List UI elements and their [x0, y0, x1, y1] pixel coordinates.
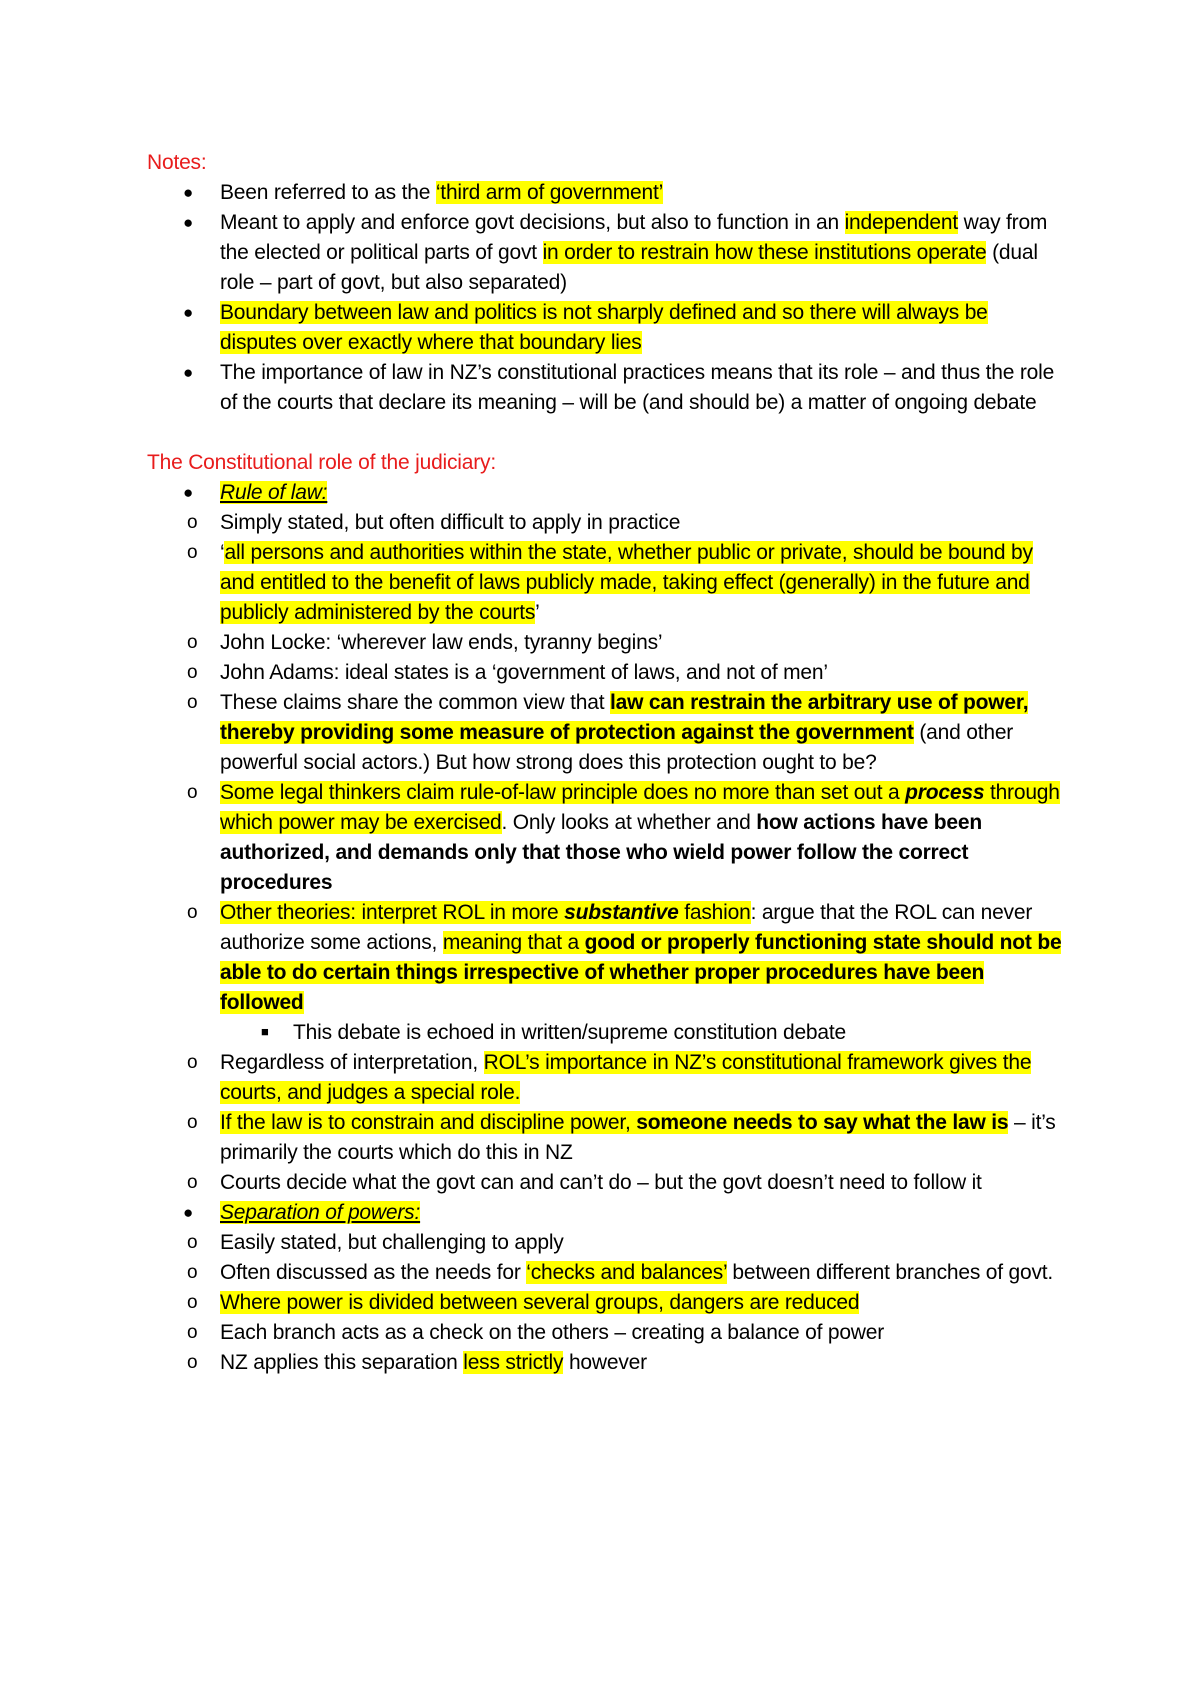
- bullet-circle-icon: o: [187, 1352, 198, 1373]
- highlighted-text: Where power is divided between several groups, dangers are reduced: [220, 1291, 860, 1314]
- highlighted-text: ‘third arm of government’: [435, 181, 664, 204]
- text-run: Courts decide what the govt can and can’t do – but the govt doesn’t need to follow it: [220, 1171, 982, 1194]
- highlighted-text: in order to restrain how these institutions operate: [542, 241, 987, 264]
- list-item: [187, 508, 1067, 538]
- notes-list: [147, 178, 1067, 418]
- list-item: [187, 898, 1067, 1048]
- list-item: [147, 298, 1067, 358]
- bullet-dot-icon: ●: [183, 213, 194, 232]
- bullet-dot-icon: ●: [183, 483, 194, 502]
- text-run: John Locke: ‘wherever law ends, tyranny begins’: [220, 631, 663, 654]
- list-item: [187, 688, 1067, 778]
- rule-of-law-list: [187, 508, 1067, 1198]
- bullet-circle-icon: o: [187, 542, 198, 563]
- highlighted-text: through which power may be exercised: [220, 781, 1060, 834]
- bullet-circle-icon: o: [187, 902, 198, 923]
- list-item: [147, 208, 1067, 298]
- highlighted-text: all persons and authorities within the state, whether public or private, should be bound by and entitled to the benefit of laws publicly made, taking effect (generally) in the future and publicly administered by the courts: [220, 541, 1033, 624]
- highlighted-bold-text: good or properly functioning state should not be able to do certain things irrespective of whether proper procedures have been followed: [220, 931, 1062, 1014]
- text-run: Simply stated, but often difficult to apply in practice: [220, 511, 681, 534]
- highlighted-text: If the law is to constrain and discipline power,: [220, 1111, 637, 1134]
- list-item: [187, 1258, 1067, 1288]
- bullet-circle-icon: o: [187, 1262, 198, 1283]
- text-run: Easily stated, but challenging to apply: [220, 1231, 564, 1254]
- list-item: [187, 1168, 1067, 1198]
- separation-list: [187, 1228, 1067, 1378]
- list-item: [147, 1198, 1067, 1378]
- text-run: Each branch acts as a check on the others – creating a balance of power: [220, 1321, 885, 1344]
- text-run: . Only looks at whether and: [501, 811, 757, 834]
- text-run: The importance of law in NZ’s constitutional practices means that its role – and thus the role of the courts that declare its meaning – will be (and should be) a matter of ongoing debate: [220, 361, 1055, 414]
- sub-list: [220, 1018, 1067, 1048]
- bullet-circle-icon: o: [187, 1292, 198, 1313]
- text-run: – it’s primarily the courts which do this in NZ: [220, 1111, 1056, 1164]
- text-run: (and other powerful social actors.) But how strong does this protection ought to be?: [220, 721, 1014, 774]
- text-run: Regardless of interpretation,: [220, 1051, 484, 1074]
- highlighted-text: ROL’s importance in NZ’s constitutional framework gives the courts, and judges a special role.: [220, 1051, 1032, 1104]
- list-item: [261, 1018, 1067, 1048]
- highlighted-bold-text: law can restrain the arbitrary use of power, thereby providing some measure of protection against the government: [220, 691, 1029, 744]
- highlighted-text: independent: [844, 211, 958, 234]
- list-item: [147, 478, 1067, 1198]
- role-list: [147, 478, 1067, 1378]
- list-item: [187, 538, 1067, 628]
- notes-heading: Notes:: [147, 151, 207, 174]
- role-heading: The Constitutional role of the judiciary:: [147, 451, 496, 474]
- bullet-dot-icon: ●: [183, 1203, 194, 1222]
- document-body: [147, 148, 1067, 1378]
- highlighted-text: less strictly: [463, 1351, 564, 1374]
- list-item: [187, 1048, 1067, 1108]
- text-run: however: [563, 1351, 647, 1374]
- bullet-dot-icon: ●: [183, 363, 194, 382]
- text-run: (dual role – part of govt, but also separated): [220, 241, 1038, 294]
- highlighted-bold-italic-text: substantive: [564, 901, 679, 924]
- text-run: Meant to apply and enforce govt decisions, but also to function in an: [220, 211, 845, 234]
- text-run: between different branches of govt.: [726, 1261, 1054, 1284]
- highlighted-bold-italic-text: process: [905, 781, 985, 804]
- bullet-circle-icon: o: [187, 632, 198, 653]
- highlighted-text: meaning that a: [442, 931, 585, 954]
- bullet-circle-icon: o: [187, 1172, 198, 1193]
- highlighted-text: Other theories: interpret ROL in more: [220, 901, 565, 924]
- text-run: : argue that the ROL can never authorize some actions,: [220, 901, 1033, 954]
- text-run: Been referred to as the: [220, 181, 436, 204]
- bullet-circle-icon: o: [187, 1322, 198, 1343]
- text-run: ’: [535, 601, 540, 624]
- bullet-circle-icon: o: [187, 1232, 198, 1253]
- list-item: [187, 628, 1067, 658]
- separation-of-powers-title: Separation of powers:: [220, 1201, 421, 1224]
- highlighted-text: ‘checks and balances’: [526, 1261, 727, 1284]
- rule-of-law-title: Rule of law:: [220, 481, 328, 504]
- text-run: This debate is echoed in written/supreme constitution debate: [293, 1021, 847, 1044]
- text-run: NZ applies this separation: [220, 1351, 464, 1374]
- bullet-dot-icon: ●: [183, 303, 194, 322]
- list-item: [187, 1108, 1067, 1168]
- list-item: [187, 1348, 1067, 1378]
- list-item: [187, 1228, 1067, 1258]
- bullet-circle-icon: o: [187, 512, 198, 533]
- text-run: These claims share the common view that: [220, 691, 610, 714]
- highlighted-text: fashion: [678, 901, 751, 924]
- list-item: [147, 358, 1067, 418]
- list-item: [187, 778, 1067, 898]
- bullet-dot-icon: ●: [183, 183, 194, 202]
- list-item: [147, 178, 1067, 208]
- highlighted-text: Boundary between law and politics is not sharply defined and so there will always be disputes over exactly where that boundary lies: [220, 301, 988, 354]
- bullet-circle-icon: o: [187, 782, 198, 803]
- highlighted-bold-text: someone needs to say what the law is: [636, 1111, 1009, 1134]
- bullet-square-icon: ■: [261, 1024, 269, 1039]
- bullet-circle-icon: o: [187, 662, 198, 683]
- highlighted-text: Some legal thinkers claim rule-of-law principle does no more than set out a: [220, 781, 906, 804]
- bold-text: how actions have been authorized, and demands only that those who wield power follow the correct procedures: [220, 811, 982, 894]
- text-run: John Adams: ideal states is a ‘government of laws, and not of men’: [220, 661, 828, 684]
- text-run: ‘: [220, 541, 225, 564]
- bullet-circle-icon: o: [187, 1052, 198, 1073]
- list-item: [187, 658, 1067, 688]
- bullet-circle-icon: o: [187, 692, 198, 713]
- list-item: [187, 1288, 1067, 1318]
- list-item: [187, 1318, 1067, 1348]
- text-run: Often discussed as the needs for: [220, 1261, 527, 1284]
- text-run: way from the elected or political parts of govt: [220, 211, 1048, 264]
- bullet-circle-icon: o: [187, 1112, 198, 1133]
